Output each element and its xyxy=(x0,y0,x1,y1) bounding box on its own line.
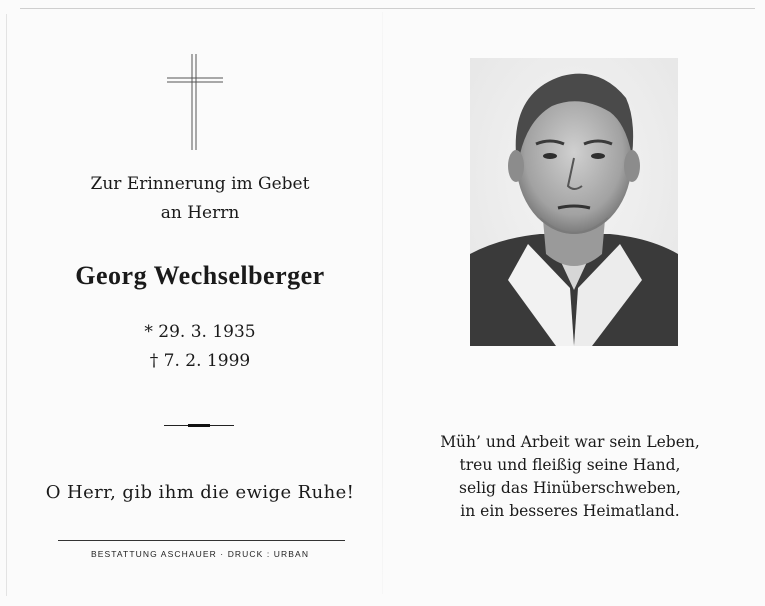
deceased-name: Georg Wechselberger xyxy=(75,261,325,290)
card-top-edge xyxy=(20,8,755,9)
intro-text xyxy=(40,170,360,228)
birth-date: * 29. 3. 1935 xyxy=(144,322,256,342)
life-dates xyxy=(40,318,360,376)
ornament-divider xyxy=(164,424,234,428)
card-fold xyxy=(382,12,383,594)
prayer-text: O Herr, gib ihm die ewige Ruhe! xyxy=(45,482,355,503)
poem-line-1: Müh’ und Arbeit war sein Leben, xyxy=(440,433,700,451)
poem xyxy=(420,431,720,523)
poem-line-3: selig das Hinüberschweben, xyxy=(459,479,681,497)
poem-line-2: treu und fleißig seine Hand, xyxy=(459,456,681,474)
intro-line-1: Zur Erinnerung im Gebet xyxy=(90,174,310,194)
card-left-edge xyxy=(6,14,7,596)
portrait-photo xyxy=(470,58,678,346)
footer-rule xyxy=(58,540,345,541)
cross-icon xyxy=(163,54,227,150)
intro-line-2: an Herrn xyxy=(160,203,240,223)
death-date: † 7. 2. 1999 xyxy=(149,351,251,371)
printer-credit: BESTATTUNG ASCHAUER · DRUCK : URBAN xyxy=(90,549,310,559)
divider-bar xyxy=(188,424,210,427)
poem-line-4: in ein besseres Heimatland. xyxy=(460,502,680,520)
